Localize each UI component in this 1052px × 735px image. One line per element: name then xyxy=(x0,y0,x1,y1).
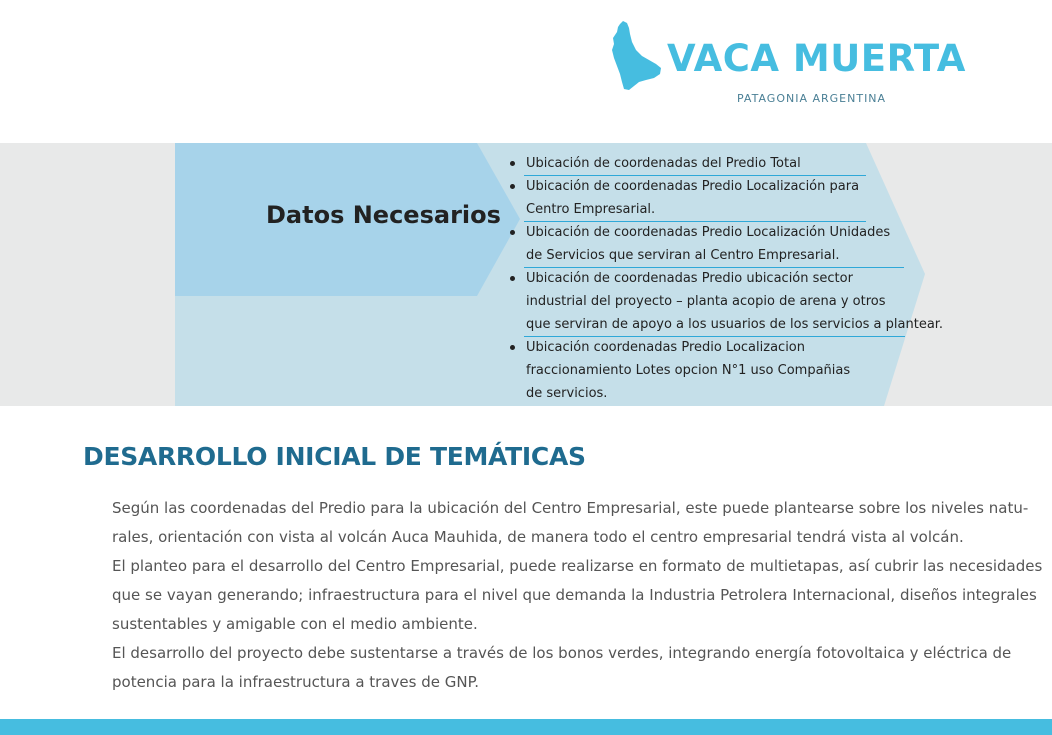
list-item-line: Ubicación coordenadas Predio Localizacion xyxy=(526,340,805,355)
body-line: El planteo para el desarrollo del Centro Empresarial, puede realizarse en formato de multietapas, así cubrir las necesidades xyxy=(112,557,1043,575)
body-line: sustentables y amigable con el medio ambiente. xyxy=(112,615,478,633)
requirements-list xyxy=(510,152,944,405)
list-item-line: industrial del proyecto – planta acopio de arena y otros xyxy=(526,294,886,309)
list-item xyxy=(510,175,930,221)
body-line: rales, orientación con vista al volcán Auca Mauhida, de manera todo el centro empresarial tendrá vista al volcán. xyxy=(112,528,964,546)
list-item-line: de servicios. xyxy=(526,386,608,401)
list-item-line: Ubicación de coordenadas del Predio Total xyxy=(526,156,801,171)
brand-tagline: PATAGONIA ARGENTINA xyxy=(737,92,887,105)
list-item-line: fraccionamiento Lotes opcion N°1 uso Compañias xyxy=(526,363,851,378)
body-line: que se vayan generando; infraestructura para el nivel que demanda la Industria Petrolera Internacional, diseños integrales xyxy=(112,586,1037,604)
list-item-line: Ubicación de coordenadas Predio ubicación sector xyxy=(526,271,853,286)
section-heading: DESARROLLO INICIAL DE TEMÁTICAS xyxy=(83,442,586,471)
brand-name: VACA MUERTA xyxy=(667,37,966,80)
body-line: potencia para la infraestructura a traves de GNP. xyxy=(112,673,480,691)
list-item-line: de Servicios que serviran al Centro Empresarial. xyxy=(526,248,840,263)
list-item-line: que serviran de apoyo a los usuarios de los servicios a plantear. xyxy=(526,317,944,332)
datos-necesarios-band xyxy=(0,143,1052,406)
list-item-line: Ubicación de coordenadas Predio Localización Unidades xyxy=(526,225,891,240)
list-item-line: Ubicación de coordenadas Predio Localización para xyxy=(526,179,860,194)
list-item xyxy=(510,336,930,405)
footer-bar xyxy=(0,719,1052,735)
neuquen-map-icon xyxy=(609,20,663,92)
body-line: Según las coordenadas del Predio para la ubicación del Centro Empresarial, este puede plantearse sobre los niveles natu- xyxy=(112,499,1029,517)
list-item-line: Centro Empresarial. xyxy=(526,202,656,217)
list-item xyxy=(510,221,930,267)
datos-necesarios-title: Datos Necesarios xyxy=(266,201,501,229)
vaca-muerta-logo xyxy=(609,20,969,110)
body-line: El desarrollo del proyecto debe sustentarse a través de los bonos verdes, integrando energía fotovoltaica y eléctrica de xyxy=(112,644,1012,662)
list-item xyxy=(510,267,944,336)
section-body xyxy=(112,494,1043,697)
list-item xyxy=(510,152,930,175)
